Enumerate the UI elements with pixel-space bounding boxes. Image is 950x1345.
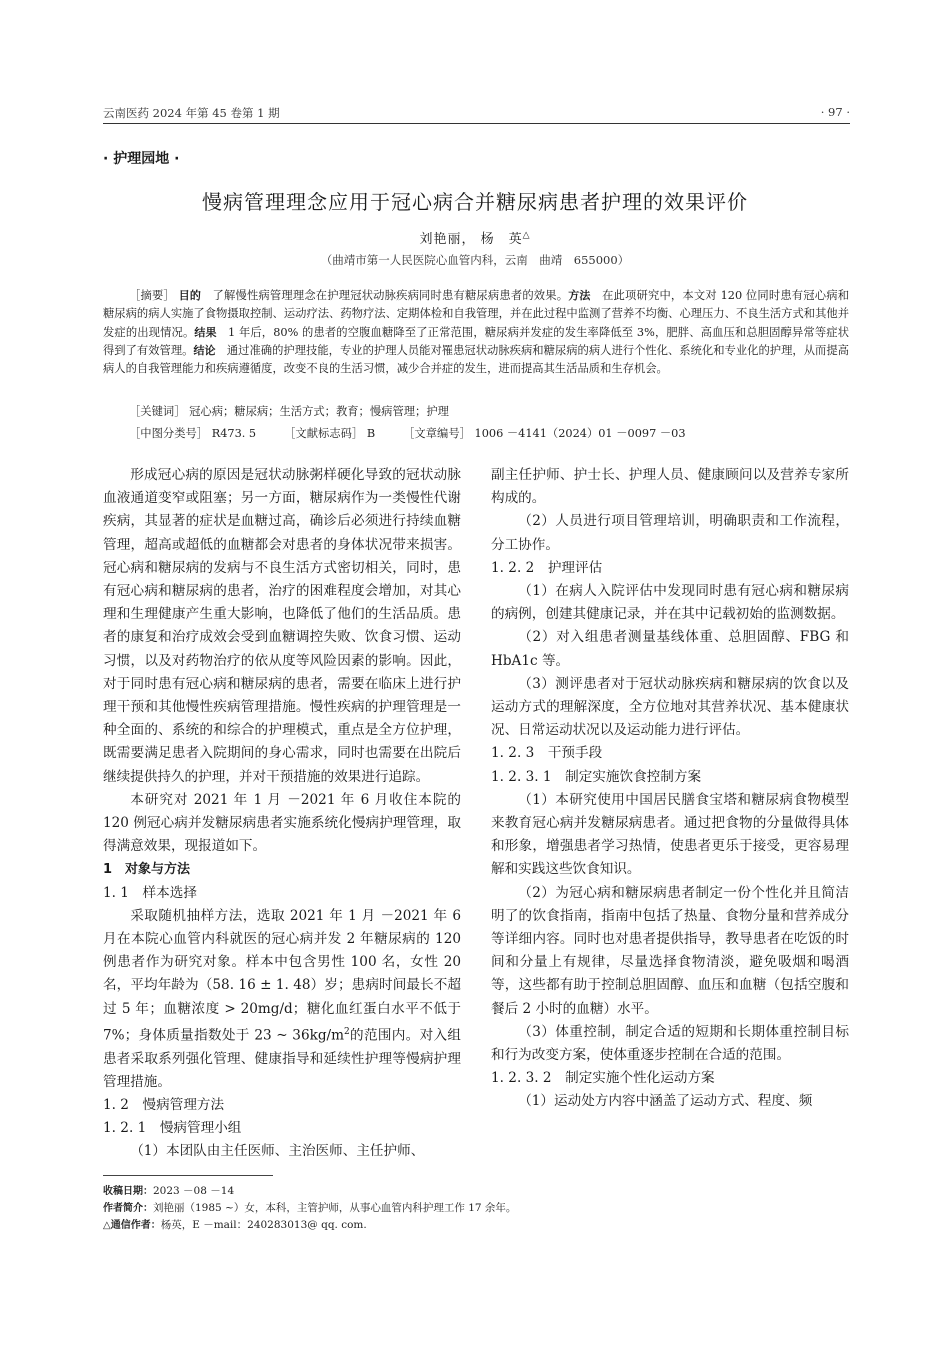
abstract-conclusion: 通过准确的护理技能，专业的护理人员能对罹患冠状动脉疾病和糖尿病的病人进行个性化、系统化和专业化的护理，从而提高病人的自我管理能力和疾病遵循度，改变不良的生活习惯，减少合并症的发生，进而提高其生活品质和生存机会。 <box>103 343 849 376</box>
corresponding-mark: △ <box>522 230 531 241</box>
abstract-objective-label: 目的 <box>178 289 202 302</box>
corresponding-label: △通信作者： <box>103 1220 161 1231</box>
author-bio <box>103 1200 516 1217</box>
body-paragraph: （3）体重控制，制定合适的短期和长期体重控制目标和行为改变方案，使体重逐步控制在合适的范围。 <box>491 1023 849 1064</box>
footnote-rule <box>103 1175 273 1176</box>
body-paragraph: （1）本研究使用中国居民膳食宝塔和糖尿病食物模型来教育冠心病并发糖尿病患者。通过把食物的分量做得具体和形象，增强患者学习热情，使患者更乐于接受，更容易理解和实践这些饮食知识。 <box>491 791 849 878</box>
authors <box>0 228 950 247</box>
footnotes <box>103 1183 516 1234</box>
abstract-methods: 在此项研究中，本文对 120 位同时患有冠心病和糖尿病的病人实施了食物摄取控制、运动疗法、药物疗法、定期体检和自我管理，并在此过程中监测了营养不均衡、心理压力、不良生活方式和其他并发症的出现情况。 <box>103 289 850 339</box>
abstract-objective: 了解慢性病管理理念在护理冠状动脉疾病同时患有糖尿病患者的效果。 <box>212 289 569 302</box>
received-label: 收稿日期： <box>103 1186 153 1197</box>
subsection-heading: 1. 2. 3 干预手段 <box>491 745 603 762</box>
keywords-label: ［关键词］ <box>129 405 186 418</box>
keywords <box>129 403 849 421</box>
author-bio-text: 刘艳丽（1985 ~）女，本科，主管护师，从事心血管内科护理工作 17 余年。 <box>153 1202 517 1214</box>
classification-line <box>129 425 849 441</box>
affiliation: （曲靖市第一人民医院心血管内科，云南 曲靖 655000） <box>320 253 630 267</box>
body-paragraph: （1）本团队由主任医师、主治医师、主任护师、 <box>130 1143 425 1160</box>
abstract-methods-label: 方法 <box>568 289 591 302</box>
abstract-results-label: 结果 <box>194 325 217 339</box>
section-heading: 1 对象与方法 <box>103 862 191 878</box>
body-paragraph: 本研究对 2021 年 1 月 －2021 年 6 月收住本院的 120 例冠心病并发糖尿病患者实施系统化慢病护理管理，取得满意效果，现报道如下。 <box>103 791 461 855</box>
body-paragraph: （1）在病人入院评估中发现同时患有冠心病和糖尿病的病例，创建其健康记录，并在其中记载初始的监测数据。 <box>491 583 849 623</box>
superscript: 2 <box>344 1026 350 1037</box>
body-text: 采取随机抽样方法，选取 2021 年 1 月 －2021 年 6 月在本院心血管内科就医的冠心病并发 2 年糖尿病的 120 例患者作为研究对象。样本中包含男性 100 名，女性 20 名，平均年龄为（58. 16 ± 1. 48）岁；患病时间最长不超过 5 年；血糖浓度 > 20mg/d；糖化血红蛋白水平不低于 7%；身体质量指数处于 23 ~ 36kg/m <box>103 907 461 1044</box>
abstract-results: 1 年后，80% 的患者的空腹血糖降至了正常范围，糖尿病并发症的发生率降低至 3%，肥胖、高血压和总胆固醇异常等症状得到了有效管理。 <box>103 325 849 357</box>
author-names: 刘艳丽， 杨 英 <box>419 232 523 247</box>
received-value: 2023 －08 －14 <box>153 1185 235 1197</box>
corresponding-author <box>103 1217 516 1234</box>
received-date <box>103 1183 516 1200</box>
header-rule <box>103 123 850 124</box>
section-tag: · 护理园地 · <box>103 151 180 167</box>
abstract <box>103 287 849 378</box>
body-text: 的范围内。对入组患者采取系列强化管理、健康指导和延续性护理等慢病护理管理措施。 <box>103 1027 461 1090</box>
subsection-heading: 1. 2. 1 慢病管理小组 <box>103 1120 242 1137</box>
clc-value: R473. 5 <box>211 427 257 440</box>
subsection-heading: 1. 1 样本选择 <box>103 884 197 901</box>
body-paragraph: 副主任护师、护士长、护理人员、健康顾问以及营养专家所构成的。 <box>491 467 849 507</box>
keywords-text: 冠心病；糖尿病；生活方式；教育；慢病管理；护理 <box>189 405 449 418</box>
page-number: · 97 · <box>820 105 850 119</box>
body-paragraph: 形成冠心病的原因是冠状动脉粥样硬化导致的冠状动脉血液通道变窄或阻塞；另一方面，糖尿病作为一类慢性代谢疾病，其显著的症状是血糖过高，确诊后必须进行持续血糖管理，超高或超低的血糖都会对患者的身体状况带来损害。冠心病和糖尿病的发病与不良生活方式密切相关，同时，患有冠心病和糖尿病的患者，治疗的困难程度会增加，对其心理和生理健康产生重大影响，也降低了他们的生活品质。患者的康复和治疗成效会受到血糖调控失败、饮食习惯、运动习惯，以及对药物治疗的依从度等风险因素的影响。因此，对于同时患有冠心病和糖尿病的患者，需要在临床上进行护理干预和其他慢性疾病管理措施。慢性疾病的护理管理是一种全面的、系统的和综合的护理模式，重点是全方位护理，既需要满足患者入院期间的身心需求，同时也需要在出院后继续提供持久的护理，并对干预措施的效果进行追踪。 <box>103 467 461 785</box>
journal-header: 云南医药 2024 年第 45 卷第 1 期 <box>103 106 280 120</box>
abstract-label: ［摘要］ <box>129 289 175 302</box>
body-paragraph: （2）人员进行项目管理培训，明确职责和工作流程，分工协作。 <box>491 513 849 553</box>
subsection-heading: 1. 2 慢病管理方法 <box>103 1097 225 1114</box>
body-paragraph <box>103 905 461 1094</box>
subsection-heading: 1. 2. 3. 2 制定实施个性化运动方案 <box>491 1070 715 1087</box>
doc-code-value: B <box>366 427 376 440</box>
article-number-value: 1006 －4141（2024）01 －0097 －03 <box>474 427 686 440</box>
subsection-heading: 1. 2. 3. 1 制定实施饮食控制方案 <box>491 768 702 785</box>
body-paragraph: （1）运动处方内容中涵盖了运动方式、程度、频 <box>518 1093 813 1110</box>
article-title: 慢病管理理念应用于冠心病合并糖尿病患者护理的效果评价 <box>202 190 748 214</box>
subsection-heading: 1. 2. 2 护理评估 <box>491 559 603 576</box>
clc-label: ［中图分类号］ <box>129 427 209 440</box>
author-bio-label: 作者简介： <box>103 1203 153 1214</box>
body-paragraph: （2）对入组患者测量基线体重、总胆固醇、FBG 和 HbA1c 等。 <box>491 629 849 669</box>
left-column <box>103 464 461 1164</box>
body-paragraph: （3）测评患者对于冠状动脉疾病和糖尿病的饮食以及运动方式的理解深度，全方位地对其营养状况、基本健康状况、日常运动状况以及运动能力进行评估。 <box>491 675 849 739</box>
body-paragraph: （2）为冠心病和糖尿病患者制定一份个性化并且简洁明了的饮食指南，指南中包括了热量、食物分量和营养成分等详细内容。同时也对患者提供指导，教导患者在吃饭的时间和分量上有规律，尽量选择食物清淡，避免吸烟和喝酒等，这些都有助于控制总胆固醇、血压和血糖（包括空腹和餐后 2 小时的血糖）水平。 <box>491 884 849 1017</box>
article-number-label: ［文章编号］ <box>403 427 471 440</box>
abstract-conclusion-label: 结论 <box>193 343 216 357</box>
right-column <box>491 464 849 1114</box>
corresponding-text: 杨英，E －mail：240283013@ qq. com. <box>160 1219 367 1231</box>
doc-code-label: ［文献标志码］ <box>284 427 364 440</box>
